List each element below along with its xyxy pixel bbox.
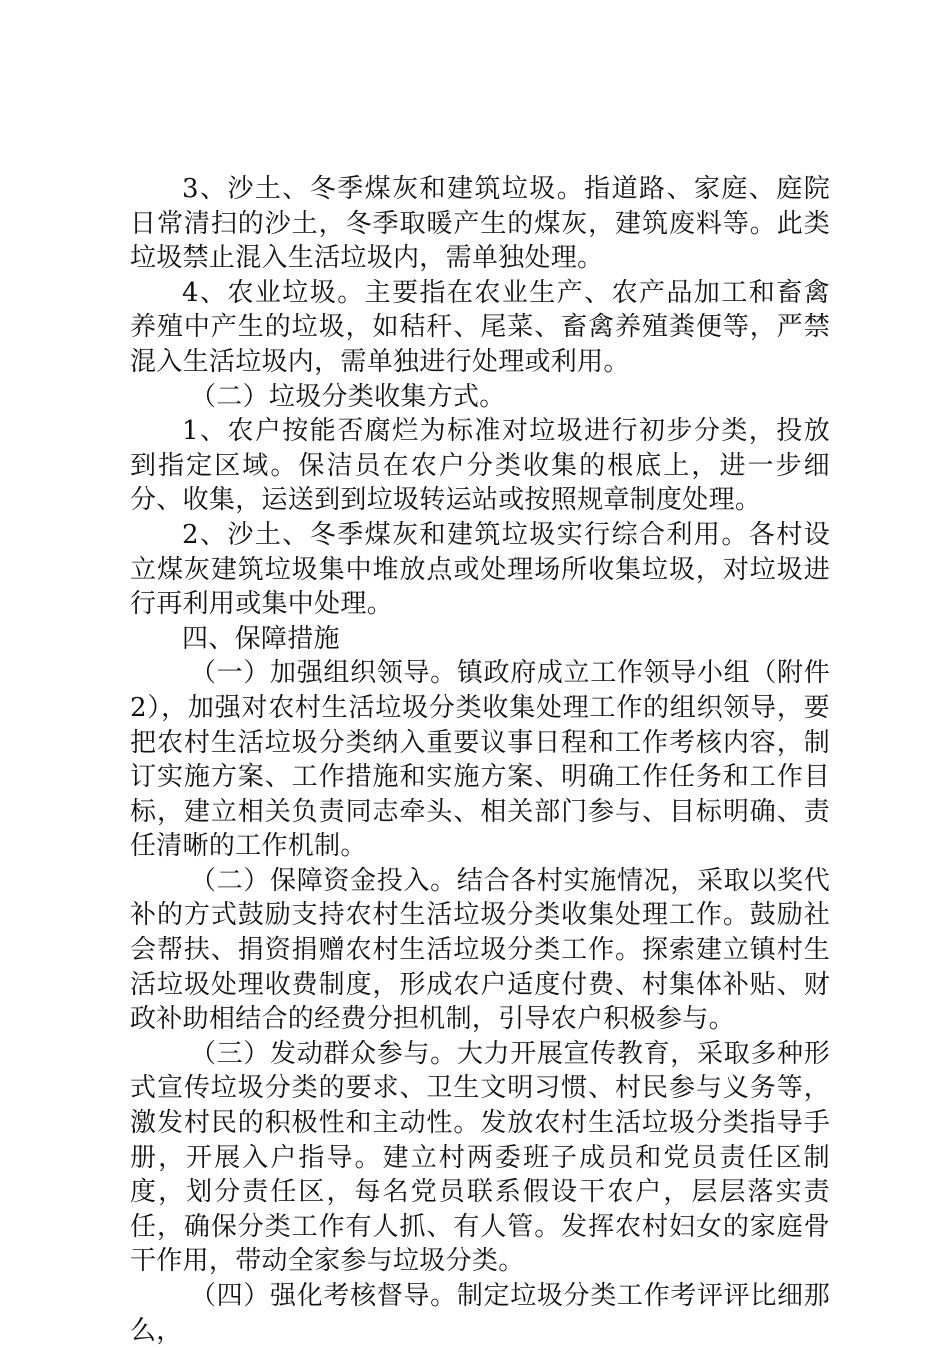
paragraph-household-sorting: 1、农户按能否腐烂为标准对垃圾进行初步分类，投放到指定区域。保洁员在农户分类收集的根底上，进一步细分、收集，运送到到垃圾转运站或按照规章制度处理。	[130, 416, 830, 516]
paragraph-construction-waste: 3、沙土、冬季煤灰和建筑垃圾。指道路、家庭、庭院日常清扫的沙土，冬季取暖产生的煤灰，建筑废料等。此类垃圾禁止混入生活垃圾内，需单独处理。	[130, 174, 830, 274]
paragraph-funding-investment: （二）保障资金投入。结合各村实施情况，采取以奖代补的方式鼓励支持农村生活垃圾分类收集处理工作。鼓励社会帮扶、捐资捐赠农村生活垃圾分类工作。探索建立镇村生活垃圾处理收费制度，形成农户适度付费、村集体补贴、财政补助相结合的经费分担机制，引导农户积极参与。	[130, 865, 830, 1035]
paragraph-agricultural-waste: 4、农业垃圾。主要指在农业生产、农产品加工和畜禽养殖中产生的垃圾，如秸秆、尾菜、畜禽养殖粪便等，严禁混入生活垃圾内，需单独进行处理或利用。	[130, 277, 830, 377]
subheading-collection-method: （二）垃圾分类收集方式。	[190, 381, 506, 412]
document-body	[130, 172, 830, 1348]
paragraph-organizational-leadership: （一）加强组织领导。镇政府成立工作领导小组（附件2），加强对农村生活垃圾分类收集处理工作的组织领导，要把农村生活垃圾分类纳入重要议事日程和工作考核内容，制订实施方案、工作措施和实施方案、明确工作任务和工作目标，建立相关负责同志牵头、相关部门参与、目标明确、责任清晰的工作机制。	[130, 658, 830, 862]
section-heading-safeguards: 四、保障措施	[182, 623, 340, 654]
paragraph-comprehensive-use: 2、沙土、冬季煤灰和建筑垃圾实行综合利用。各村设立煤灰建筑垃圾集中堆放点或处理场所收集垃圾，对垃圾进行再利用或集中处理。	[130, 519, 830, 620]
paragraph-public-participation: （三）发动群众参与。大力开展宣传教育，采取多种形式宣传垃圾分类的要求、卫生文明习惯、村民参与义务等，激发村民的积极性和主动性。发放农村生活垃圾分类指导手册，开展入户指导。建立村两委班子成员和党员责任区制度，划分责任区，每名党员联系假设干农户，层层落实责任，确保分类工作有人抓、有人管。发挥农村妇女的家庭骨干作用，带动全家参与垃圾分类。	[130, 1038, 830, 1277]
paragraph-assessment-supervision: （四）强化考核督导。制定垃圾分类工作考评评比细那么，	[130, 1281, 830, 1346]
